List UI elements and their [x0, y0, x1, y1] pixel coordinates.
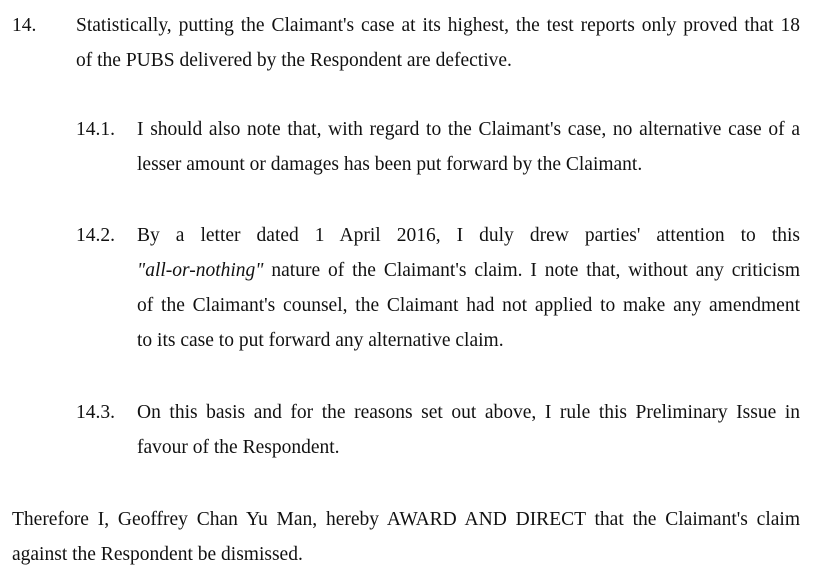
text-line: favour of the Respondent.	[137, 437, 340, 458]
paragraph-number: 14.1.	[76, 119, 115, 140]
paragraph-text	[137, 395, 800, 465]
italic-phrase: "all-or-nothing"	[137, 260, 264, 281]
text-line: Therefore I, Geoffrey Chan Yu Man, hereby AWARD AND DIRECT that the Claimant's claim	[12, 509, 800, 530]
text-line	[137, 253, 800, 288]
text-line: to its case to put forward any alternative claim.	[137, 330, 504, 351]
paragraph-text	[76, 8, 800, 78]
text-line: of the Claimant's counsel, the Claimant had not applied to make any amendment	[137, 295, 800, 316]
text-line: of the PUBS delivered by the Respondent are defective.	[76, 50, 512, 71]
paragraph-number: 14.	[12, 15, 37, 36]
paragraph-text	[137, 112, 800, 182]
paragraph-text	[12, 502, 800, 572]
paragraph-text	[137, 218, 800, 358]
text-line: By a letter dated 1 April 2016, I duly drew parties' attention to this	[137, 225, 800, 246]
text-line: against the Respondent be dismissed.	[12, 544, 303, 565]
text-fragment: nature of the Claimant's claim. I note that, without any criticism	[263, 260, 800, 281]
paragraph-number: 14.2.	[76, 225, 115, 246]
paragraph-number: 14.3.	[76, 402, 115, 423]
text-line: On this basis and for the reasons set out above, I rule this Preliminary Issue in	[137, 402, 800, 423]
text-line: I should also note that, with regard to the Claimant's case, no alternative case of a	[137, 119, 800, 140]
text-line: lesser amount or damages has been put forward by the Claimant.	[137, 154, 643, 175]
text-line: Statistically, putting the Claimant's case at its highest, the test reports only proved that 18	[76, 15, 800, 36]
